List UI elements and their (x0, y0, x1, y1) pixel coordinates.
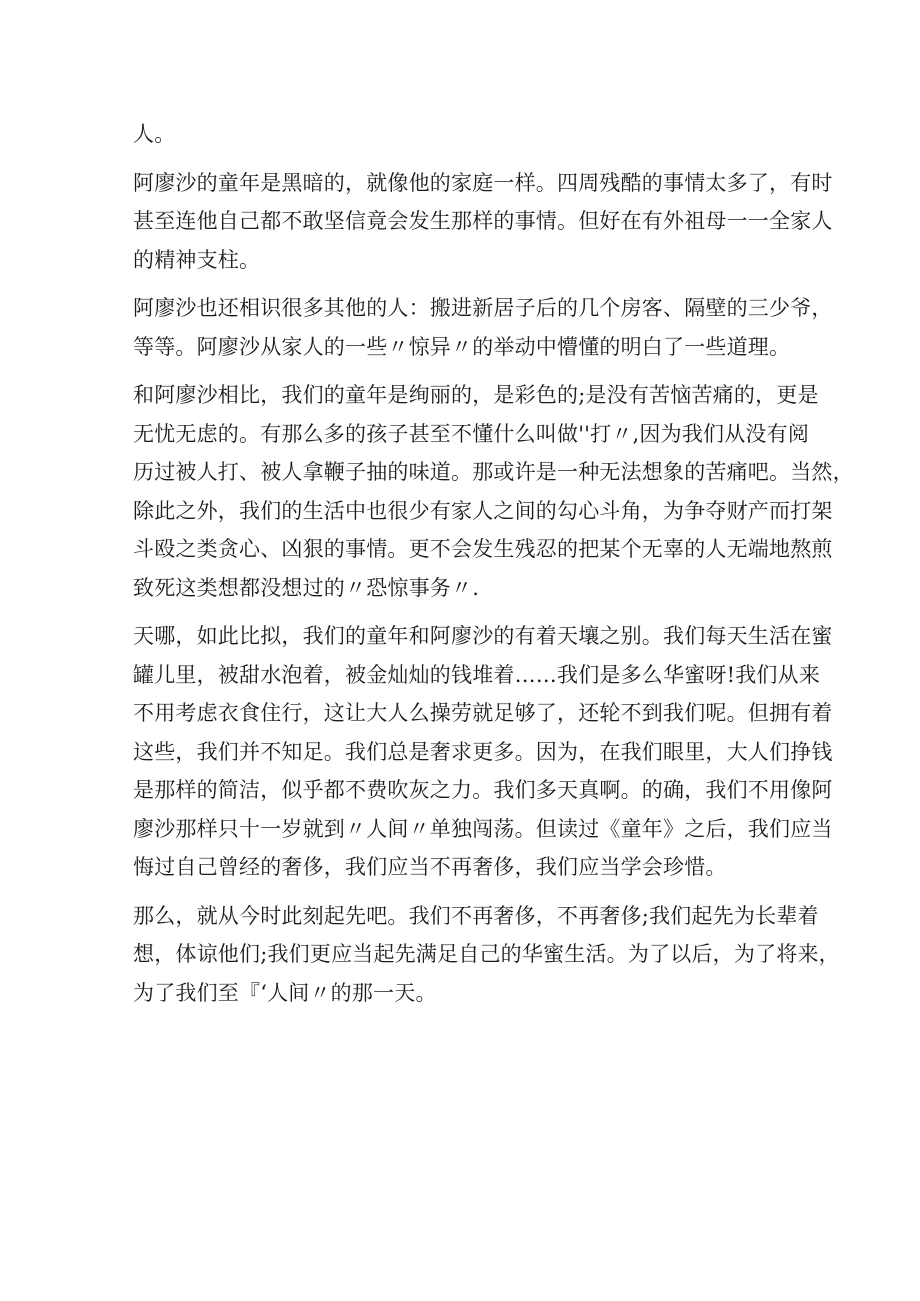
text-line: 廖沙那样只十一岁就到〃人间〃单独闯荡。但读过《童年》之后，我们应当 (133, 816, 833, 841)
text-line: 那么，就从今时此刻起先吧。我们不再奢侈，不再奢侈;我们起先为长辈着 (133, 903, 819, 928)
text-line: 等等。阿廖沙从家人的一些〃惊异〃的举动中懵懂的明白了一些道理。 (133, 334, 791, 359)
paragraph (133, 617, 833, 887)
text-line: 这些，我们并不知足。我们总是奢求更多。因为，在我们眼里，大人们挣钱 (133, 739, 833, 764)
text-line: 想，体谅他们;我们更应当起先满足自己的华蜜生活。为了以后，为了将来， (133, 942, 840, 966)
paragraph (133, 897, 840, 1013)
text-line: 阿廖沙的童年是黑暗的，就像他的家庭一样。四周残酷的事情太多了，有时 (133, 170, 833, 195)
text-line: 为了我们至『‘人间〃的那一天。 (133, 980, 437, 1005)
text-line: 和阿廖沙相比，我们的童年是绚丽的，是彩色的;是没有苦恼苦痛的，更是 (133, 383, 819, 407)
text-line: 致死这类想都没想过的〃恐惊事务〃. (133, 575, 480, 600)
text-line: 人。 (133, 122, 176, 146)
paragraph (133, 376, 854, 607)
text-line: 是那样的简洁，似乎都不费吹灰之力。我们多天真啊。的确，我们不用像阿 (133, 778, 833, 802)
text-line: 悔过自己曾经的奢侈，我们应当不再奢侈，我们应当学会珍惜。 (133, 855, 727, 879)
text-line: 的精神支柱。 (133, 247, 261, 272)
text-line: 除此之外，我们的生活中也很少有家人之间的勾心斗角，为争夺财产而打架 (133, 498, 833, 523)
text-line: 甚至连他自己都不敢坚信竟会发生那样的事情。但好在有外祖母一一全家人 (133, 209, 833, 233)
paragraph (133, 289, 833, 366)
text-line: 阿廖沙也还相识很多其他的人：搬进新居子后的几个房客、隔壁的三少爷， (133, 296, 833, 320)
text-line: 天哪，如此比拟，我们的童年和阿廖沙的有着天壤之别。我们每天生活在蜜 (133, 624, 833, 648)
paragraph (133, 115, 793, 154)
paragraph (133, 164, 833, 280)
document-body (133, 115, 854, 1022)
text-line: 不用考虑衣食住行，这让大人么操劳就足够了，还轮不到我们呢。但拥有着 (133, 701, 833, 725)
text-line: 斗殴之类贪心、凶狠的事情。更不会发生残忍的把某个无辜的人无端地熬煎 (133, 537, 833, 561)
text-line: 历过被人打、被人拿鞭子抽的味道。那或许是一种无法想象的苦痛吧。当然， (133, 460, 854, 484)
text-line: 无忧无虑的。有那么多的孩子甚至不懂什么叫做''打〃,因为我们从没有阅 (133, 421, 810, 446)
text-line: 罐儿里，被甜水泡着，被金灿灿的钱堆着……我们是多么华蜜呀!我们从来 (133, 662, 821, 687)
